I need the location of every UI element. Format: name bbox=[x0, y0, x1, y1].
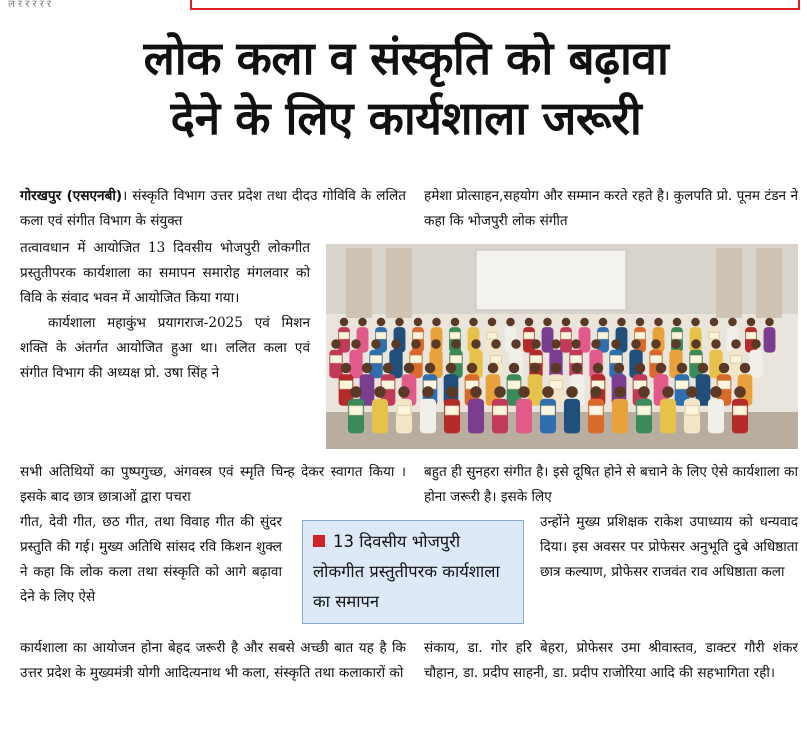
article-col1-narrow bbox=[20, 510, 282, 610]
participant-figure bbox=[329, 350, 342, 379]
participant-head bbox=[580, 318, 589, 327]
participant-head bbox=[566, 386, 578, 398]
participant-head bbox=[471, 339, 481, 349]
group-photo-graphic bbox=[326, 244, 798, 449]
participant-head bbox=[651, 339, 661, 349]
participant-head bbox=[728, 318, 737, 327]
certificate bbox=[450, 355, 461, 363]
participant-head bbox=[425, 363, 436, 374]
participant-figure bbox=[636, 399, 652, 434]
participant-head bbox=[331, 339, 341, 349]
certificate bbox=[672, 332, 682, 339]
article-paragraph: गीत, देवी गीत, छठ गीत, तथा विवाह गीत की सुंदर प्रस्तुति की गई। मुख्य अतिथि सांसद रवि किशन शुक्ल ने कहा कि लोक कला तथा संस्कृति को आगे बढ़ावा देने के लिए ऐसे bbox=[20, 514, 282, 605]
callout-text-wrap bbox=[313, 527, 513, 617]
participant-head bbox=[391, 339, 401, 349]
participant-figure bbox=[369, 350, 382, 379]
participant-figure bbox=[660, 399, 676, 434]
certificate bbox=[508, 381, 521, 389]
participant-figure bbox=[516, 399, 532, 434]
certificate bbox=[730, 355, 741, 363]
certificate bbox=[561, 332, 571, 339]
participant-figure bbox=[684, 399, 700, 434]
participant-head bbox=[691, 339, 701, 349]
article-paragraph: संकाय, डा. गोर हरि बेहरा, प्रोफेसर उमा श्रीवास्तव, डाक्टर गौरी शंकर चौहान, डा. प्रदीप साहनी, डा. प्रदीप राजोरिया आदि की सहभागिता रही। bbox=[424, 640, 798, 681]
participant-figure bbox=[396, 399, 412, 434]
article-paragraph: सभी अतिथियों का पुष्पगुच्छ, अंगवस्त्र एवं स्मृति चिन्ह देकर स्वागत किया । इसके बाद छात्र छात्राओं द्वारा पचरा bbox=[20, 464, 406, 505]
participant-head bbox=[740, 363, 751, 374]
participant-head bbox=[340, 318, 349, 327]
group-photo bbox=[326, 244, 798, 449]
certificate bbox=[650, 355, 661, 363]
certificate bbox=[370, 355, 381, 363]
participant-figure bbox=[389, 350, 402, 379]
certificate bbox=[413, 332, 423, 339]
participant-head bbox=[671, 339, 681, 349]
callout-text: 13 दिवसीय भोजपुरी लोकगीत प्रस्तुतीपरक कार्यशाला का समापन bbox=[313, 532, 500, 611]
participant-figure bbox=[523, 327, 535, 353]
participant-figure bbox=[709, 350, 722, 379]
certificate bbox=[709, 332, 719, 339]
participant-head bbox=[467, 363, 478, 374]
participant-head bbox=[677, 363, 688, 374]
participant-head bbox=[358, 318, 367, 327]
article-paragraph: कार्यशाला का आयोजन होना बेहद जरूरी है और सबसे अच्छी बात यह है कि उत्तर प्रदेश के मुख्यमंत्री योगी आदित्यनाथ भी कला, संस्कृति तथा कलाकारों को bbox=[20, 640, 406, 681]
participant-figure bbox=[540, 399, 556, 434]
participant-head bbox=[636, 318, 645, 327]
participant-head bbox=[404, 363, 415, 374]
participant-figure bbox=[597, 327, 609, 353]
participant-head bbox=[747, 318, 756, 327]
participant-head bbox=[635, 363, 646, 374]
dateline: गोरखपुर (एसएनबी) bbox=[20, 188, 123, 204]
participant-figure bbox=[444, 399, 460, 434]
certificate bbox=[685, 406, 699, 415]
participant-head bbox=[451, 339, 461, 349]
article-paragraph: कार्यशाला महाकुंभ प्रयागराज-2025 एवं मिशन शक्ति के अंतर्गत आयोजित हुआ था। ललित कला एवं संगीत विभाग की अध्यक्ष प्रो. उषा सिंह ने bbox=[20, 315, 310, 381]
participant-head bbox=[414, 318, 423, 327]
article-paragraph: । संस्कृति विभाग उत्तर प्रदेश तथा दीदउ गोविवि के ललित कला एवं संगीत विभाग के संयुक्त bbox=[20, 188, 406, 229]
certificate bbox=[637, 406, 651, 415]
certificate bbox=[450, 332, 460, 339]
participant-head bbox=[341, 363, 352, 374]
participant-head bbox=[411, 339, 421, 349]
participant-head bbox=[398, 386, 410, 398]
certificate bbox=[490, 355, 501, 363]
participant-figure bbox=[492, 399, 508, 434]
participant-head bbox=[599, 318, 608, 327]
participant-figure bbox=[420, 399, 436, 434]
participant-head bbox=[590, 386, 602, 398]
article-col1-bottom bbox=[20, 636, 406, 686]
article-col2-bottom bbox=[424, 636, 798, 686]
certificate bbox=[733, 406, 747, 415]
certificate bbox=[340, 381, 353, 389]
article-col2-narrow bbox=[540, 510, 798, 585]
participant-head bbox=[571, 339, 581, 349]
participant-head bbox=[531, 339, 541, 349]
participant-figure bbox=[579, 327, 591, 353]
masthead-red-box bbox=[190, 0, 800, 10]
participant-head bbox=[469, 318, 478, 327]
participant-head bbox=[686, 386, 698, 398]
headline-line-1: लोक कला व संस्कृति को बढ़ावा bbox=[143, 31, 669, 85]
participant-head bbox=[711, 339, 721, 349]
participant-head bbox=[614, 363, 625, 374]
participant-figure bbox=[729, 350, 742, 379]
participant-head bbox=[631, 339, 641, 349]
participant-head bbox=[691, 318, 700, 327]
participant-head bbox=[362, 363, 373, 374]
participant-figure bbox=[338, 327, 350, 353]
participant-head bbox=[542, 386, 554, 398]
certificate bbox=[746, 332, 756, 339]
participant-head bbox=[431, 339, 441, 349]
participant-head bbox=[611, 339, 621, 349]
article-paragraph: उन्होंने मुख्य प्रशिक्षक राकेश उपाध्याय को धन्यवाद दिया। इस अवसर पर प्रोफेसर अनुभूति दुबे अधिष्ठाता छात्र कल्याण, प्रोफेसर राजवंत राव अधिष्ठाता कला bbox=[540, 514, 798, 580]
participant-head bbox=[765, 318, 774, 327]
participant-head bbox=[395, 318, 404, 327]
participant-head bbox=[488, 318, 497, 327]
participant-head bbox=[562, 318, 571, 327]
article-paragraph: हमेशा प्रोत्साहन,सहयोग और सम्मान करते रहते है। कुलपति प्रो. पूनम टंडन ने कहा कि भोजपुरी लोक संगीत bbox=[424, 188, 798, 229]
participant-head bbox=[710, 318, 719, 327]
red-square-bullet-icon bbox=[313, 535, 325, 547]
participant-head bbox=[551, 339, 561, 349]
participant-head bbox=[591, 339, 601, 349]
certificate bbox=[589, 406, 603, 415]
masthead-fragment: ल र र र र र bbox=[8, 0, 52, 10]
certificate bbox=[410, 355, 421, 363]
participant-head bbox=[509, 363, 520, 374]
article-col2-top bbox=[424, 184, 798, 234]
participant-head bbox=[731, 339, 741, 349]
participant-head bbox=[470, 386, 482, 398]
participant-head bbox=[654, 318, 663, 327]
participant-head bbox=[446, 386, 458, 398]
participant-figure bbox=[349, 350, 362, 379]
participant-head bbox=[751, 339, 761, 349]
participant-head bbox=[518, 386, 530, 398]
participant-figure bbox=[560, 327, 572, 353]
certificate bbox=[397, 406, 411, 415]
participant-figure bbox=[542, 327, 554, 353]
certificate bbox=[339, 332, 349, 339]
participant-figure bbox=[612, 399, 628, 434]
certificate bbox=[349, 406, 363, 415]
participant-head bbox=[543, 318, 552, 327]
participant-figure bbox=[372, 399, 388, 434]
certificate bbox=[493, 406, 507, 415]
participant-head bbox=[511, 339, 521, 349]
article-col2-mid bbox=[424, 460, 798, 510]
certificate bbox=[487, 332, 497, 339]
participant-head bbox=[551, 363, 562, 374]
participant-figure bbox=[348, 399, 364, 434]
participant-figure bbox=[468, 399, 484, 434]
article-paragraph: तत्वावधान में आयोजित 13 दिवसीय भोजपुरी लोकगीत प्रस्तुतीपरक कार्यशाला का समापन समारोह मंगलवार को विवि के संवाद भवन में आयोजित किया गया। bbox=[20, 240, 310, 306]
participant-head bbox=[491, 339, 501, 349]
participant-head bbox=[422, 386, 434, 398]
headline-line-2: देने के लिए कार्यशाला जरूरी bbox=[170, 91, 642, 145]
participant-head bbox=[572, 363, 583, 374]
participant-figure bbox=[357, 327, 369, 353]
certificate bbox=[541, 406, 555, 415]
participant-head bbox=[617, 318, 626, 327]
participant-head bbox=[638, 386, 650, 398]
article-paragraph: बहुत ही सुनहरा संगीत है। इसे दूषित होने से बचाने के लिए ऐसे कार्यशाला का होना जरूरी है। इसके लिए bbox=[424, 464, 798, 505]
participant-head bbox=[506, 318, 515, 327]
participant-head bbox=[351, 339, 361, 349]
participant-head bbox=[494, 386, 506, 398]
participant-head bbox=[525, 318, 534, 327]
participant-head bbox=[614, 386, 626, 398]
participant-head bbox=[673, 318, 682, 327]
participant-head bbox=[432, 318, 441, 327]
participant-head bbox=[593, 363, 604, 374]
certificate bbox=[635, 332, 645, 339]
certificate bbox=[570, 355, 581, 363]
participant-head bbox=[488, 363, 499, 374]
participant-figure bbox=[564, 399, 580, 434]
participant-head bbox=[530, 363, 541, 374]
masthead-strip bbox=[0, 0, 812, 14]
certificate bbox=[330, 355, 341, 363]
certificate bbox=[445, 406, 459, 415]
participant-head bbox=[350, 386, 362, 398]
article-col1-wide bbox=[20, 460, 406, 510]
certificate bbox=[690, 355, 701, 363]
participant-figure bbox=[708, 399, 724, 434]
participant-figure bbox=[749, 350, 762, 379]
certificate bbox=[376, 332, 386, 339]
participant-figure bbox=[732, 399, 748, 434]
participant-head bbox=[662, 386, 674, 398]
participant-head bbox=[371, 339, 381, 349]
participant-head bbox=[719, 363, 730, 374]
certificate bbox=[530, 355, 541, 363]
headline bbox=[0, 28, 812, 148]
certificate bbox=[610, 355, 621, 363]
participant-head bbox=[446, 363, 457, 374]
participant-figure bbox=[764, 327, 776, 353]
participant-head bbox=[374, 386, 386, 398]
participant-head bbox=[451, 318, 460, 327]
certificate bbox=[524, 332, 534, 339]
participant-head bbox=[734, 386, 746, 398]
participant-head bbox=[383, 363, 394, 374]
participant-figure bbox=[588, 399, 604, 434]
participant-head bbox=[710, 386, 722, 398]
participant-head bbox=[377, 318, 386, 327]
callout-box bbox=[302, 520, 524, 624]
article-col1-top bbox=[20, 184, 406, 234]
article-col1-mid bbox=[20, 236, 310, 386]
certificate bbox=[598, 332, 608, 339]
participant-head bbox=[698, 363, 709, 374]
participant-head bbox=[656, 363, 667, 374]
certificate bbox=[676, 381, 689, 389]
